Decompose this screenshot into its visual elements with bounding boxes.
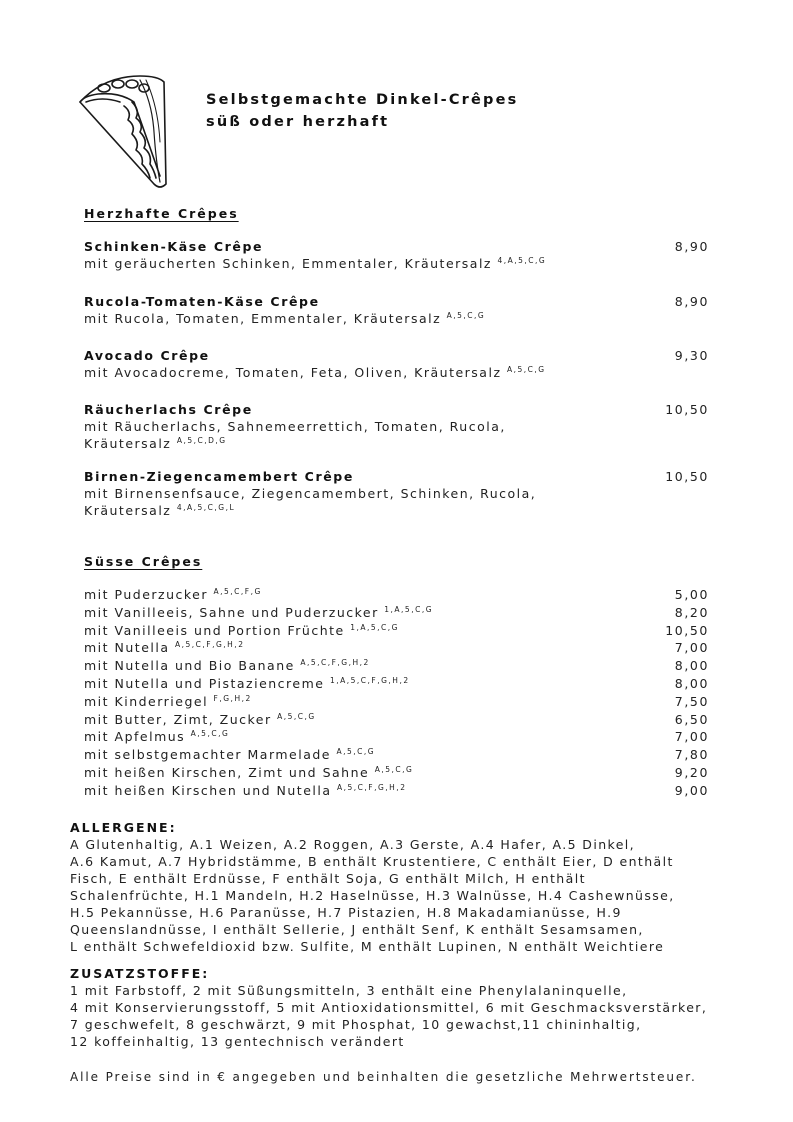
item-description: mit Birnensenfsauce, Ziegencamembert, Schinken, Rucola, Kräutersalz $^{4,A,5,C,G,L}$: [84, 486, 537, 518]
menu-item: [84, 238, 709, 272]
allergen-codes: A,5,C,G: [336, 747, 376, 757]
allergen-codes: 4,A,5,C,G: [497, 256, 547, 265]
list-item: mit Kinderriegel $^{F,G,H,2}$ 7,50: [84, 693, 709, 709]
list-item: mit Nutella $^{A,5,C,F,G,H,2}$ 7,00: [84, 640, 709, 656]
allergen-codes: A,5,C,G: [190, 729, 230, 739]
page-title: Selbstgemachte Dinkel-Crêpes: [206, 92, 519, 108]
list-item: mit Vanilleeis, Sahne und Puderzucker $^{1,A,5,C,G}$ 8,20: [84, 604, 709, 620]
list-item: mit selbstgemachter Marmelade $^{A,5,C,G}$ 7,80: [84, 747, 709, 763]
item-description: mit Rucola, Tomaten, Emmentaler, Kräutersalz $^{A,5,C,G}$: [84, 311, 486, 326]
item-price: 9,30: [674, 348, 709, 363]
price-footnote: Alle Preise sind in € angegeben und beinhalten die gesetzliche Mehrwertsteuer.: [70, 1070, 697, 1084]
item-price: 8,00: [674, 658, 709, 674]
item-name: Birnen-Ziegencamembert Crêpe: [84, 469, 354, 484]
item-name: Rucola-Tomaten-Käse Crêpe: [84, 294, 320, 309]
list-item: mit Puderzucker $^{A,5,C,F,G}$ 5,00: [84, 587, 709, 602]
menu-item: [84, 347, 709, 381]
item-price: 7,80: [674, 747, 709, 763]
item-name: Räucherlachs Crêpe: [84, 402, 253, 417]
allergen-codes: 1,A,5,C,G: [350, 622, 399, 632]
item-price: 10,50: [665, 469, 709, 484]
menu-item: [84, 401, 709, 452]
allergen-codes: 1,A,5,C,G: [384, 604, 434, 614]
item-price: 9,00: [674, 782, 709, 798]
item-price: 10,50: [665, 622, 709, 638]
item-price: 7,00: [674, 640, 709, 656]
allergen-codes: A,5,C,F,G: [213, 587, 262, 596]
list-item: mit Vanilleeis und Portion Früchte $^{1,A,5,C,G}$ 10,50: [84, 622, 709, 638]
section-heading-savory: Herzhafte Crêpes: [84, 206, 239, 221]
list-item: mit Butter, Zimt, Zucker $^{A,5,C,G}$ 6,50: [84, 711, 709, 727]
page-subtitle: süß oder herzhaft: [206, 114, 390, 130]
additives-label: ZUSATZSTOFFE:: [70, 966, 210, 981]
item-price: 7,00: [674, 729, 709, 745]
list-item: mit Nutella und Bio Banane $^{A,5,C,F,G,H,2}$ 8,00: [84, 658, 709, 674]
list-item: mit Nutella und Pistaziencreme $^{1,A,5,C,F,G,H,2}$ 8,00: [84, 675, 709, 691]
list-item: mit Apfelmus $^{A,5,C,G}$ 7,00: [84, 729, 709, 745]
allergen-codes: F,G,H,2: [213, 693, 252, 703]
item-price: 8,90: [674, 239, 709, 254]
allergen-codes: 1,A,5,C,F,G,H,2: [329, 675, 410, 685]
allergen-codes: A,5,C,G: [374, 764, 414, 774]
allergen-codes: A,5,C,G: [446, 311, 486, 320]
item-price: 6,50: [674, 711, 709, 727]
item-name: Schinken-Käse Crêpe: [84, 239, 264, 254]
crepe-illustration-icon: [74, 72, 170, 190]
item-name: Avocado Crêpe: [84, 348, 210, 363]
allergen-codes: A,5,C,G: [277, 711, 316, 721]
allergen-codes: 4,A,5,C,G,L: [176, 503, 236, 512]
menu-item: [84, 468, 709, 519]
allergens-label: ALLERGENE:: [70, 820, 177, 835]
item-price: 8,00: [674, 675, 709, 691]
item-description: mit Avocadocreme, Tomaten, Feta, Oliven, Kräutersalz $^{A,5,C,G}$: [84, 365, 546, 380]
list-item: mit heißen Kirschen, Zimt und Sahne $^{A,5,C,G}$ 9,20: [84, 764, 709, 780]
item-price: 8,20: [674, 604, 709, 620]
section-heading-sweet: Süsse Crêpes: [84, 554, 203, 569]
item-description: mit Räucherlachs, Sahnemeerrettich, Tomaten, Rucola, Kräutersalz $^{A,5,C,D,G}$: [84, 419, 506, 451]
allergen-codes: A,5,C,F,G,H,2: [336, 782, 407, 792]
menu-item: [84, 293, 709, 327]
sweet-crepes-list: [84, 586, 709, 800]
additives-text: 1 mit Farbstoff, 2 mit Süßungsmitteln, 3 enthält eine Phenylalaninquelle, 4 mit Konservierungsstoff, 5 mit Antioxidationsmittel, 6 mit Geschmacksverstärker, 7 geschwefelt, 8 geschwärzt, 9 mit Phosphat, 10 gewachst,11 chininhaltig, 12 koffeinhaltig, 13 gentechnisch verändert: [70, 983, 708, 1049]
item-price: 7,50: [674, 693, 709, 709]
item-price: 10,50: [665, 402, 709, 417]
item-price: 5,00: [674, 587, 709, 602]
item-price: 8,90: [674, 294, 709, 309]
item-description: mit geräucherten Schinken, Emmentaler, Kräutersalz $^{4,A,5,C,G}$: [84, 256, 547, 271]
item-price: 9,20: [674, 764, 709, 780]
allergen-codes: A,5,C,D,G: [176, 436, 227, 445]
allergen-codes: A,5,C,G: [507, 365, 546, 374]
allergen-codes: A,5,C,F,G,H,2: [300, 658, 370, 668]
list-item: mit heißen Kirschen und Nutella $^{A,5,C,F,G,H,2}$ 9,00: [84, 782, 709, 798]
allergens-text: A Glutenhaltig, A.1 Weizen, A.2 Roggen, A.3 Gerste, A.4 Hafer, A.5 Dinkel, A.6 Kamut, A.7 Hybridstämme, B enthält Krustentiere, C enthält Eier, D enthält Fisch, E enthält Erdnüsse, F enthält Soja, G enthält Milch, H enthält Schalenfrüchte, H.1 Mandeln, H.2 Haselnüsse, H.3 Walnüsse, H.4 Cashewnüsse, H.5 Pekannüsse, H.6 Paranüsse, H.7 Pistazien, H.8 Makadamianüsse, H.9 Queenslandnüsse, I enthält Sellerie, J enthält Senf, K enthält Sesamsamen, L enthält Schwefeldioxid bzw. Sulfite, M enthält Lupinen, N enthält Weichtiere: [70, 837, 675, 954]
allergen-codes: A,5,C,F,G,H,2: [174, 640, 245, 650]
